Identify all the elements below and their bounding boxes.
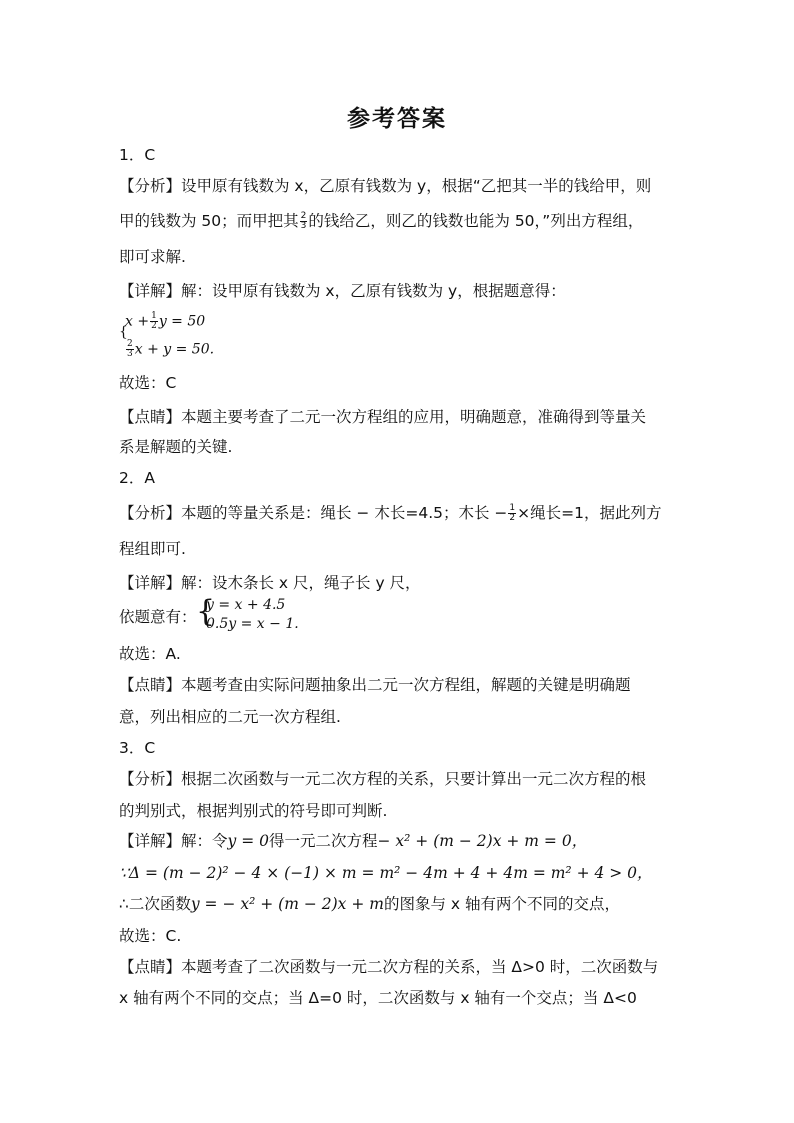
q1-equation-system xyxy=(119,310,239,362)
q2-detail-line-1: 【详解】解：设木条长 x 尺，绳子长 y 尺， xyxy=(119,574,421,592)
q3-analysis-line-2: 的判别式，根据判别式的符号即可判断. xyxy=(119,802,388,820)
q2-answer: 2．A xyxy=(119,469,155,487)
q1-analysis-line-2 xyxy=(119,210,643,232)
q3-detail-line-1: 【详解】解：令y = 0得一元二次方程− x² + (m − 2)x + m = 0， xyxy=(119,832,588,850)
q3-answer: 3．C xyxy=(119,739,156,757)
q1-equation-2: $\frac{2}{3}$ x + y = 50. xyxy=(127,339,215,359)
q1-analysis-text-b: 的钱给乙，则乙的钱数也能为 50，”列出方程组， xyxy=(308,212,644,230)
q3-detail-line-3: ∴二次函数y = − x² + (m − 2)x + m的图象与 x 轴有两个不同的交点， xyxy=(119,895,620,913)
q3-discriminant: ∵Δ = (m − 2)² − 4 × (−1) × m = m² − 4m + 4 + 4m = m² + 4 > 0， xyxy=(119,864,653,882)
q2-detail-line-2: 依题意有： xyxy=(119,608,197,626)
q2-equation-2: 0.5y = x − 1. xyxy=(206,616,299,632)
q2-comment-line-1: 【点睛】本题考查由实际问题抽象出二元一次方程组，解题的关键是明确题 xyxy=(119,676,631,694)
q1-comment-line-2: 系是解题的关键. xyxy=(119,438,233,456)
q1-comment-line-1: 【点睛】本题主要考查了二元一次方程组的应用，明确题意，准确得到等量关 xyxy=(119,408,647,426)
q3-comment-line-1: 【点睛】本题考查了二次函数与一元二次方程的关系，当 Δ>0 时，二次函数与 xyxy=(119,958,659,976)
q1-detail-line-1: 【详解】解：设甲原有钱数为 x，乙原有钱数为 y，根据题意得： xyxy=(119,282,566,300)
q1-analysis-line-1: 【分析】设甲原有钱数为 x，乙原有钱数为 y，根据“乙把其一半的钱给甲，则 xyxy=(119,177,652,195)
q2-comment-line-2: 意，列出相应的二元一次方程组. xyxy=(119,708,341,726)
q3-choice: 故选：C. xyxy=(119,927,182,945)
q3-comment-line-2: x 轴有两个不同的交点；当 Δ=0 时，二次函数与 x 轴有一个交点；当 Δ<0 xyxy=(119,989,637,1007)
q1-analysis-line-3: 即可求解. xyxy=(119,248,186,266)
q2-choice: 故选：A. xyxy=(119,645,181,663)
q2-equation-system xyxy=(196,594,306,637)
fraction-two-thirds: $\frac{2}{3}$ xyxy=(300,211,307,231)
q1-answer: 1．C xyxy=(119,146,156,164)
brace-symbol: { xyxy=(196,594,216,629)
brace-symbol: { xyxy=(119,324,128,340)
q2-equation-1: y = x + 4.5 xyxy=(206,597,286,613)
q1-equation-1: x + $\frac{1}{2}$ y = 50 xyxy=(125,311,206,331)
q2-analysis-line-2: 程组即可. xyxy=(119,540,186,558)
page-title: 参考答案 xyxy=(347,105,447,132)
q3-analysis-line-1: 【分析】根据二次函数与一元二次方程的关系，只要计算出一元二次方程的根 xyxy=(119,770,647,788)
q1-analysis-text-a: 甲的钱数为 50；而甲把其 xyxy=(119,212,299,230)
q1-choice: 故选：C xyxy=(119,374,177,392)
q2-analysis-line-1: 【分析】本题的等量关系是：绳长 − 木长=4.5；木长 − $\frac{1}{2}$ ×绳长=1，据此列方 xyxy=(119,503,662,523)
